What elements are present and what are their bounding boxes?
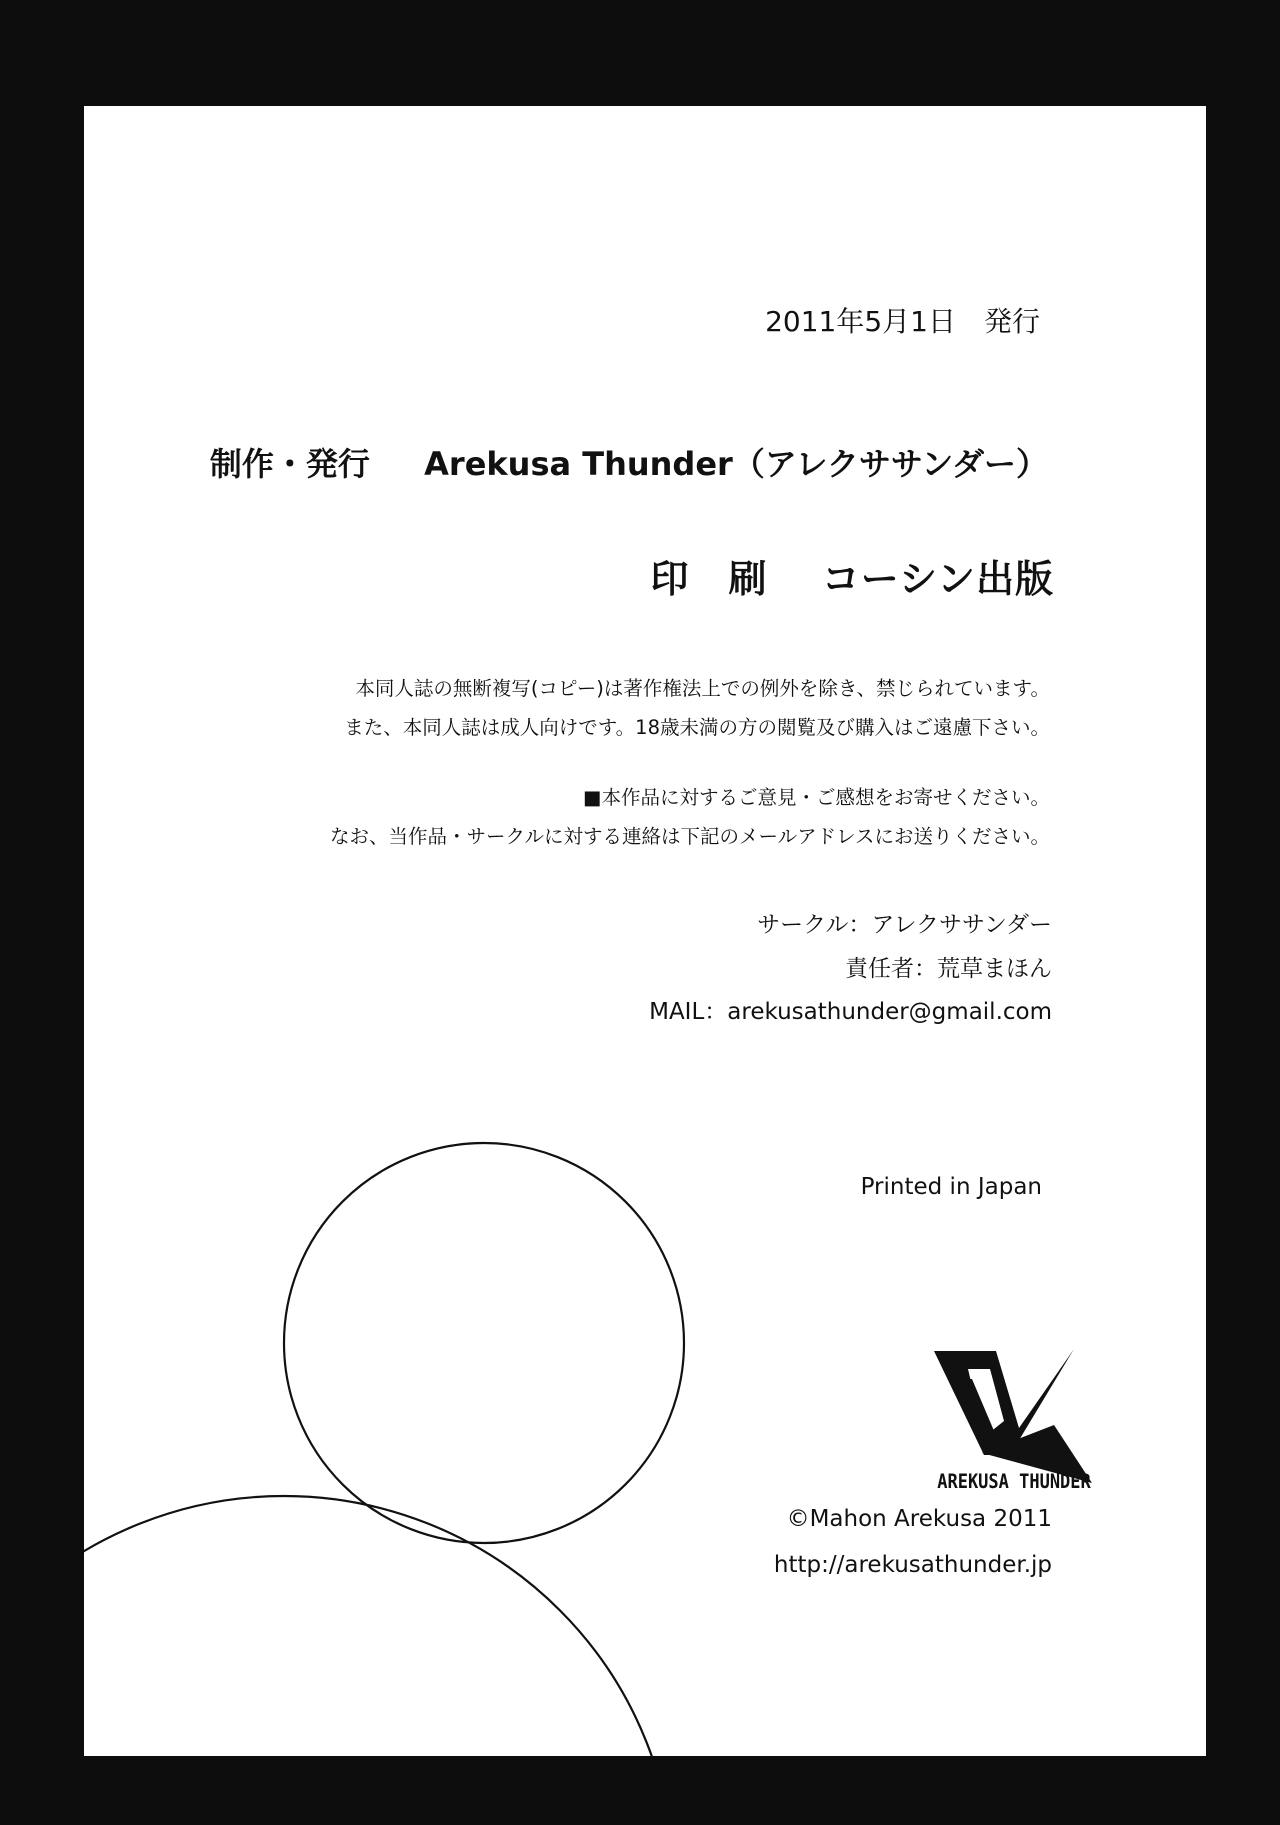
feedback-request: ■本作品に対するご意見・ご感想をお寄せください。 [583, 786, 1050, 809]
website-link[interactable]: http://arekusathunder.jp [773, 1552, 1052, 1578]
producer-name: Arekusa Thunder（アレクササンダー） [424, 445, 1048, 483]
copyright-notice: 本同人誌の無断複写(コピー)は著作権法上での例外を除き、禁じられています。 [355, 677, 1050, 700]
contact-notice: なお、当作品・サークルに対する連絡は下記のメールアドレスにお送りください。 [330, 825, 1050, 848]
printer-line [650, 548, 1054, 603]
publication-date: 2011年5月1日 発行 [765, 305, 1040, 338]
producer-line [210, 439, 1048, 485]
copyright-line: ©Mahon Arekusa 2011 [786, 1506, 1052, 1532]
mail-address: MAIL：arekusathunder@gmail.com [649, 999, 1052, 1025]
age-notice: また、本同人誌は成人向けです。18歳未満の方の閲覧及び購入はご遠慮下さい。 [344, 716, 1050, 739]
printer-name: コーシン出版 [821, 557, 1054, 601]
logo-wordmark: AREKUSA THUNDER [937, 1470, 1091, 1494]
circle-name: サークル：アレクササンダー [757, 912, 1052, 938]
colophon-page [84, 106, 1206, 1756]
decorative-circle-small [284, 1143, 684, 1543]
producer-label: 制作・発行 [209, 445, 370, 483]
decorative-circle-large [84, 1496, 674, 1756]
printer-label: 印 刷 [650, 557, 768, 601]
responsible-person: 責任者：荒草まほん [845, 956, 1052, 982]
printed-in-japan: Printed in Japan [860, 1174, 1042, 1200]
arekusa-thunder-logo-icon [924, 1333, 1094, 1483]
